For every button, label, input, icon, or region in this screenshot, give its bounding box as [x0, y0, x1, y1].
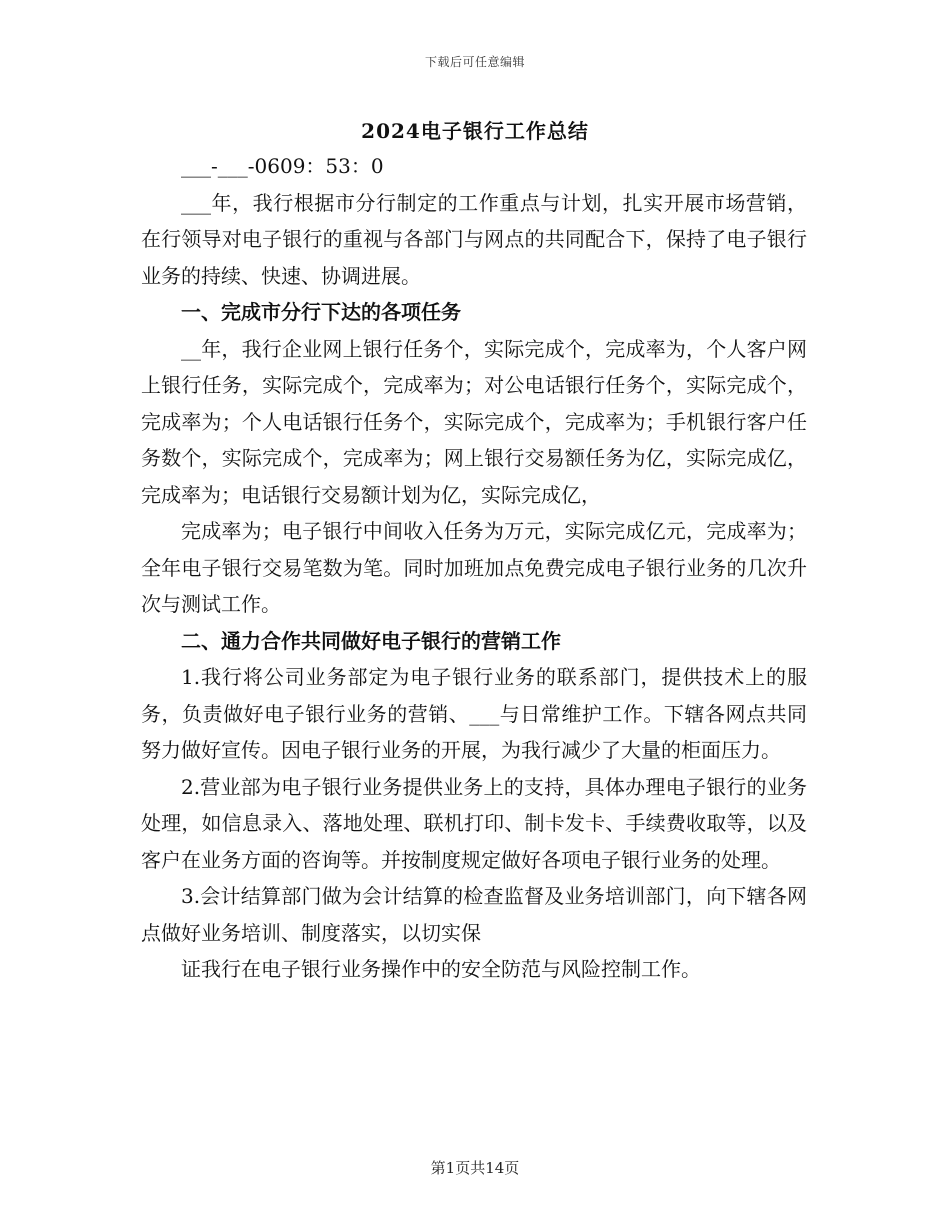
section2-item-3-continued: 证我行在电子银行业务操作中的安全防范与风险控制工作。 [181, 957, 701, 981]
document-title: 2024电子银行工作总结 [361, 119, 589, 143]
section2-item-2: 2.营业部为电子银行业务提供业务上的支持，具体办理电子银行的业务处理，如信息录入、落地处理、联机打印、制卡发卡、手续费收取等，以及客户在业务方面的咨询等。并按制度规定做好各项电子银行业务的处理。 [141, 774, 807, 872]
section2-heading: 二、通力合作共同做好电子银行的营销工作 [181, 628, 561, 653]
dateline: ___-___-0609：53：0 [181, 154, 384, 178]
page-number: 第1页共14页 [430, 1159, 520, 1177]
intro-paragraph: ___年，我行根据市分行制定的工作重点与计划，扎实开展市场营销，在行领导对电子银行的重视与各部门与网点的共同配合下，保持了电子银行业务的持续、快速、协调进展。 [141, 190, 807, 288]
section1-paragraph-1: __年，我行企业网上银行任务个，实际完成个，完成率为，个人客户网上银行任务，实际完成个，完成率为；对公电话银行任务个，实际完成个，完成率为；个人电话银行任务个，实际完成个，完成率为；手机银行客户任务数个，实际完成个，完成率为；网上银行交易额任务为亿，实际完成亿，完成率为；电话银行交易额计划为亿，实际完成亿， [141, 336, 807, 507]
section2-item-3: 3.会计结算部门做为会计结算的检查监督及业务培训部门，向下辖各网点做好业务培训、制度落实，以切实保 [141, 884, 807, 945]
page-header-note: 下载后可任意编辑 [424, 55, 525, 69]
document-body [141, 148, 807, 988]
section1-heading: 一、完成市分行下达的各项任务 [181, 300, 461, 324]
section1-paragraph-2: 完成率为；电子银行中间收入任务为万元，实际完成亿元，完成率为；全年电子银行交易笔数为笔。同时加班加点免费完成电子银行业务的几次升次与测试工作。 [141, 519, 807, 616]
section2-item-1: 1.我行将公司业务部定为电子银行业务的联系部门，提供技术上的服务，负责做好电子银行业务的营销、___与日常维护工作。下辖各网点共同努力做好宣传。因电子银行业务的开展，为我行减少了大量的柜面压力。 [141, 665, 807, 762]
